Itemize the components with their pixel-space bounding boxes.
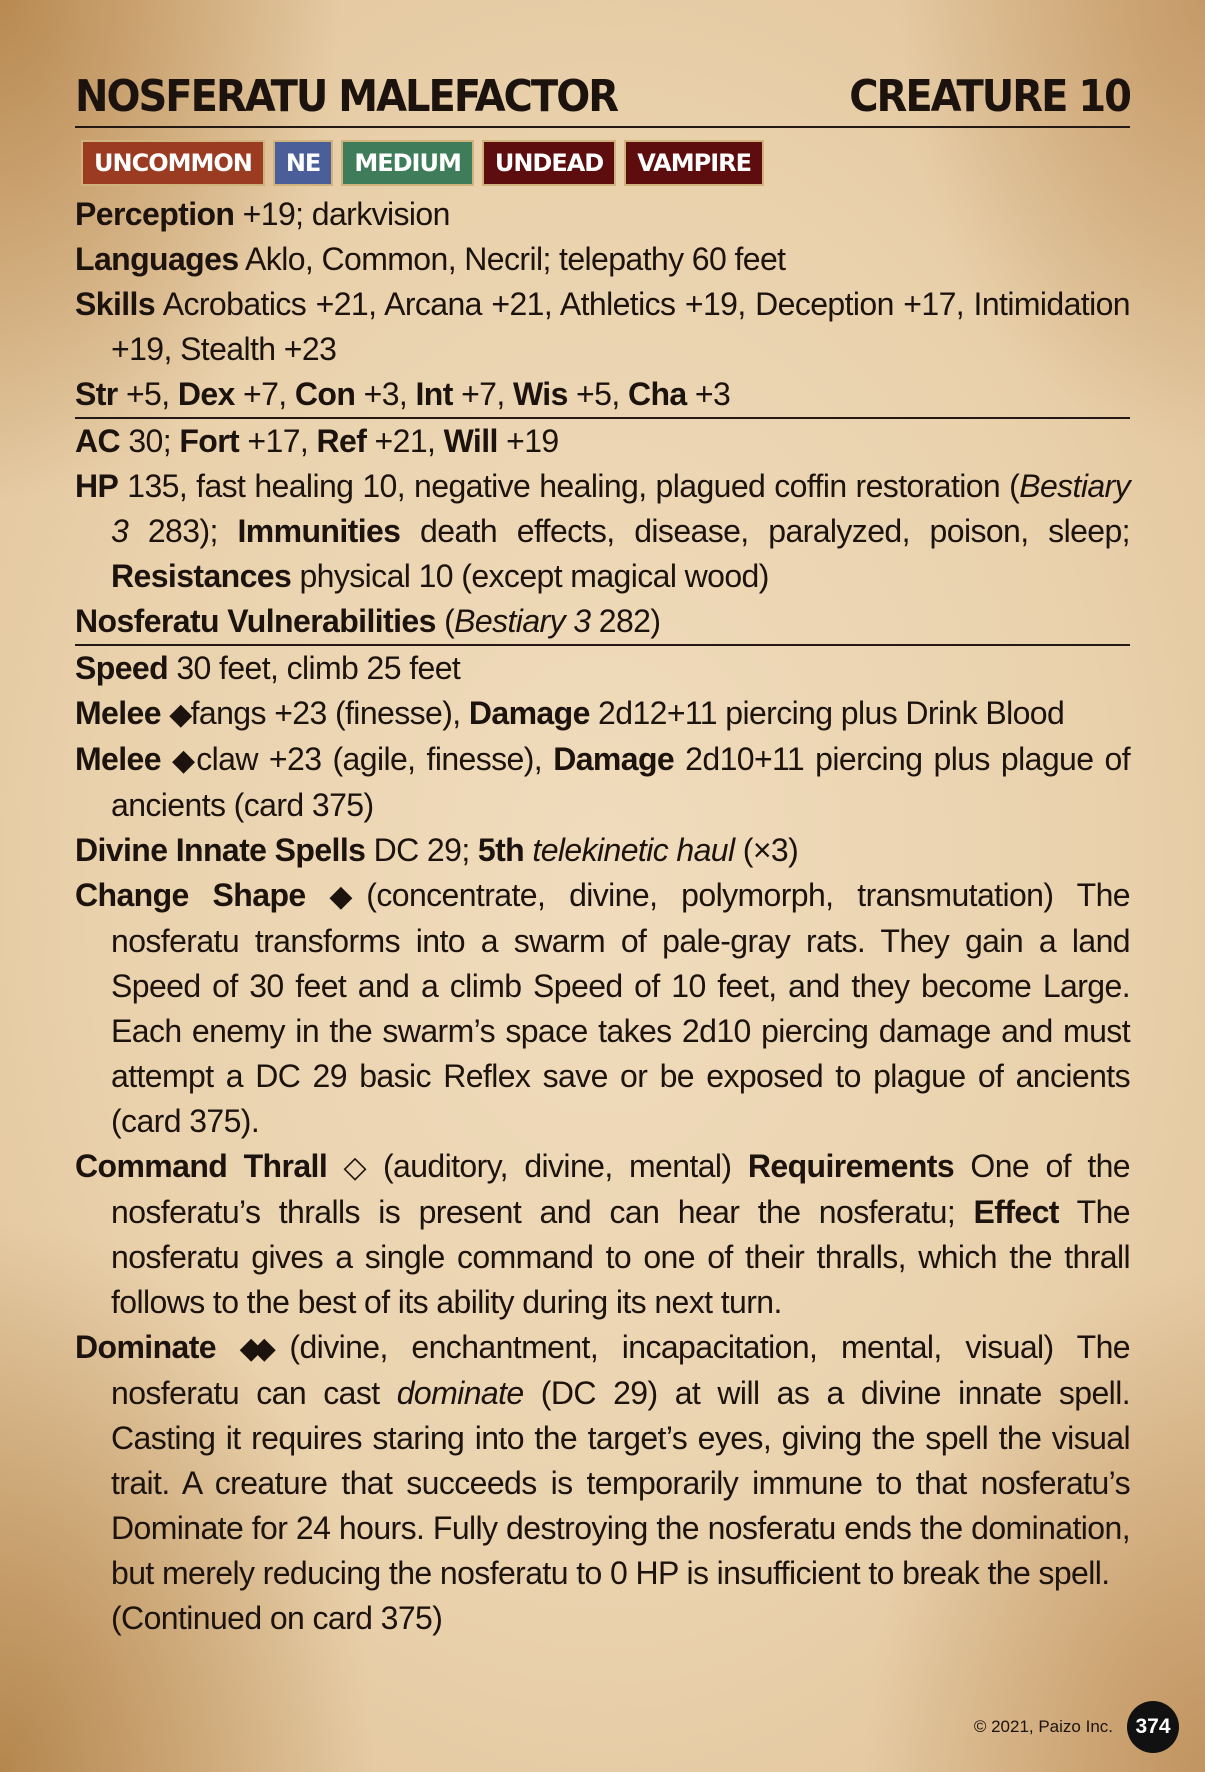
trait-vampire: VAMPIRE [624, 140, 764, 186]
trait-undead: UNDEAD [482, 140, 616, 186]
creature-level: CREATURE 10 [849, 72, 1130, 122]
change-shape-ability: Change Shape ◆ (concentrate, divine, polymorph, transmutation) The nosferatu transforms into a swarm of pale-gray rats. They gain a land Speed of 30 feet and a climb Speed of 10 feet, and they become Large. Each enemy in the swarm’s space takes 2d10 piercing damage and must attempt a DC 29 basic Reflex save or be exposed to plague of ancients (card 375). [75, 873, 1130, 1144]
single-action-icon: ◆ [172, 743, 186, 778]
trait-size: MEDIUM [341, 140, 474, 186]
trait-alignment: NE [273, 140, 333, 186]
footer [974, 1701, 1179, 1753]
languages-line: Languages Aklo, Common, Necril; telepathy 60 feet [75, 241, 786, 277]
attributes-line: Str +5, Dex +7, Con +3, Int +7, Wis +5, Cha +3 [75, 376, 731, 412]
defense-line: AC 30; Fort +17, Ref +21, Will +19 [75, 423, 559, 459]
continued-note: (Continued on card 375) [111, 1600, 443, 1636]
single-action-icon: ◆ [329, 879, 343, 914]
skills-line: Skills Acrobatics +21, Arcana +21, Athletics +19, Deception +17, Intimidation +19, Stealth +23 [75, 286, 1130, 367]
single-action-icon: ◆ [169, 697, 183, 732]
stat-block [75, 70, 1130, 1641]
copyright: © 2021, Paizo Inc. [973, 1717, 1113, 1736]
trait-uncommon: UNCOMMON [81, 140, 265, 186]
command-thrall-ability: Command Thrall ◇ (auditory, divine, mental) Requirements One of the nosferatu’s thralls is present and can hear the nosferatu; Effect The nosferatu gives a single command to one of their thralls, which the thrall follows to the best of its ability during its next turn. [75, 1144, 1130, 1325]
perception-line: Perception +19; darkvision [75, 196, 450, 232]
creature-name: NOSFERATU MALEFACTOR [75, 72, 617, 122]
title-row [75, 70, 1130, 128]
trait-list [81, 140, 1130, 186]
speed-line: Speed 30 feet, climb 25 feet [75, 650, 461, 686]
free-action-icon: ◇ [343, 1150, 367, 1185]
innate-spells-line: Divine Innate Spells DC 29; 5th telekinetic haul (×3) [75, 832, 799, 868]
melee-fangs: Melee ◆ fangs +23 (finesse), Damage 2d12+11 piercing plus Drink Blood [75, 691, 1130, 737]
two-action-icon: ◆◆ [239, 1331, 266, 1366]
page-number: 374 [1127, 1701, 1179, 1753]
melee-claw: Melee ◆ claw +23 (agile, finesse), Damage 2d10+11 piercing plus plague of ancients (card 375) [75, 737, 1130, 828]
hp-line: HP 135, fast healing 10, negative healing, plagued coffin restoration (Bestiary 3 283); Immunities death effects, disease, paralyzed, poison, sleep; Resistances physical 10 (except magical wood) [75, 468, 1130, 594]
vulnerabilities-line: Nosferatu Vulnerabilities (Bestiary 3 282) [75, 603, 661, 639]
dominate-ability: Dominate ◆◆ (divine, enchantment, incapacitation, mental, visual) The nosferatu can cast dominate (DC 29) at will as a divine innate spell. Casting it requires staring into the target’s eyes, giving the spell the visual trait. A creature that succeeds is temporarily immune to that nosferatu’s Dominate for 24 hours. Fully destroying the nosferatu ends the domination, but merely reducing the nosferatu to 0 HP is insufficient to break the spell. [75, 1325, 1130, 1596]
